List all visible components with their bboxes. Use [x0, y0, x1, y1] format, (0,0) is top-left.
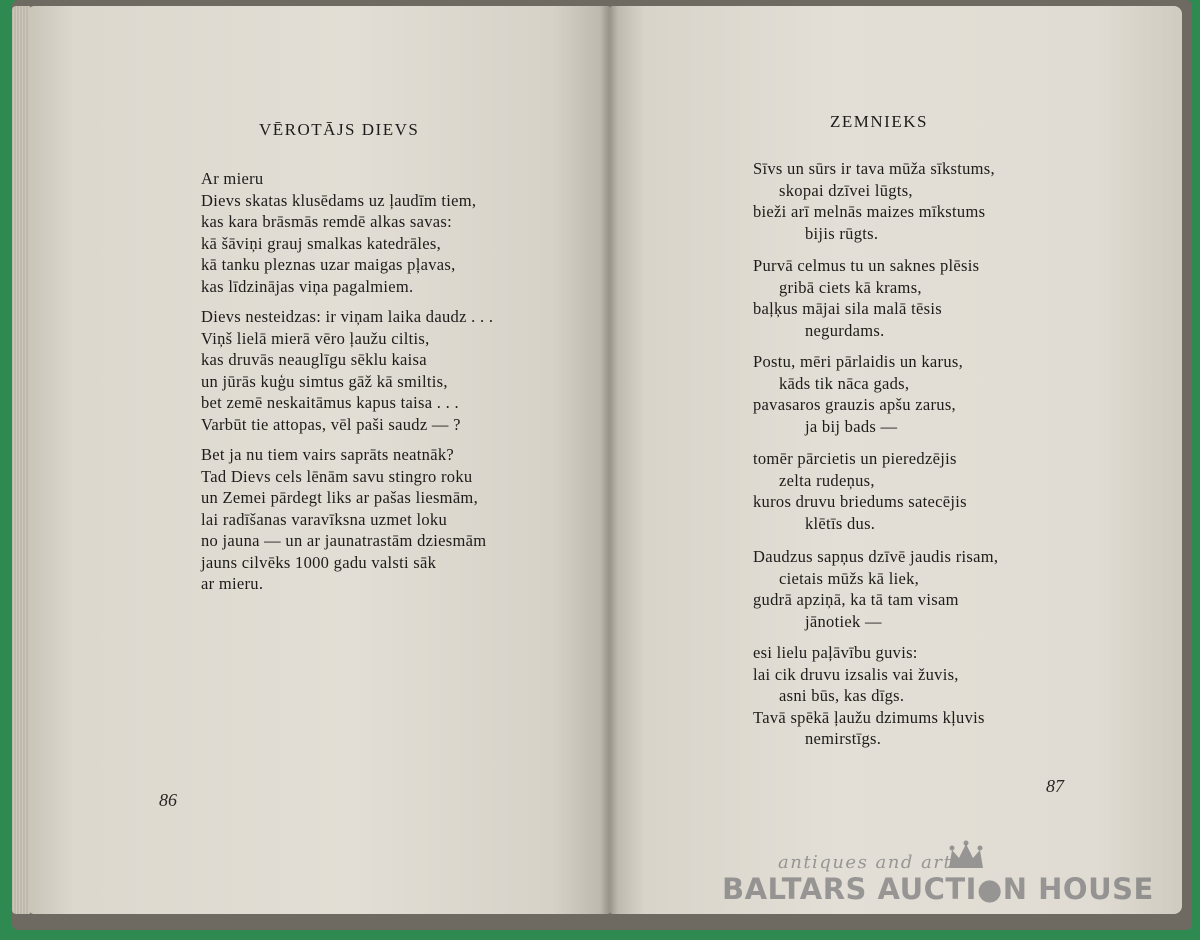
left-page-number: 86 — [159, 790, 177, 810]
right-stanza-6 — [753, 642, 985, 750]
poem-line: Tavā spēkā ļaužu dzimums kļuvis — [753, 707, 985, 727]
right-stanza-5 — [753, 546, 998, 632]
right-stanza-2 — [753, 255, 979, 341]
poem-line: baļķus mājai sila malā tēsis — [753, 299, 942, 318]
right-page-number: 87 — [1046, 776, 1064, 796]
poem-line: jauns cilvēks 1000 gadu valsti sāk — [201, 552, 437, 572]
book-gutter — [600, 6, 618, 914]
poem-line: kas kara brāsmās remdē alkas savas: — [201, 212, 453, 231]
poem-line: Dievs nesteidzas: ir viņam laika daudz . . . — [201, 307, 494, 326]
left-page — [28, 6, 610, 914]
poem-line: ja bij bads — — [805, 416, 898, 436]
poem-line: un jūrās kuģu simtus gāž kā smiltis, — [201, 371, 448, 391]
right-page — [610, 6, 1182, 914]
watermark-tagline: antiques and art — [778, 852, 953, 873]
poem-line: tomēr pārcietis un pieredzējis — [753, 449, 957, 468]
poem-line: Sīvs un sūrs ir tava mūža sīkstums, — [753, 159, 995, 178]
poem-line: cietais mūžs kā liek, — [779, 568, 920, 588]
poem-line: kā šāviņi grauj smalkas katedrāles, — [201, 233, 442, 253]
poem-line: ar mieru. — [201, 574, 264, 593]
poem-line: bet zemē neskaitāmus kapus taisa . . . — [201, 393, 459, 412]
left-stanza-3 — [201, 444, 486, 595]
poem-line: Ar mieru — [201, 169, 264, 188]
poem-line: Bet ja nu tiem vairs saprāts neatnāk? — [201, 445, 455, 464]
right-stanza-1 — [753, 158, 995, 244]
watermark-brand: BALTARS AUCTI●N HOUSE — [722, 872, 1154, 906]
poem-line: lai radīšanas varavīksna uzmet loku — [201, 509, 448, 529]
left-poem-title: VĒROTĀJS DIEVS — [259, 120, 420, 139]
left-stanza-2 — [201, 306, 493, 435]
right-stanza-3 — [753, 351, 963, 437]
poem-line: bijis rūgts. — [805, 223, 879, 243]
poem-line: Tad Dievs cels lēnām savu stingro roku — [201, 466, 473, 486]
poem-line: klētīs dus. — [805, 513, 876, 533]
poem-line: kā tanku pleznas uzar maigas pļavas, — [201, 255, 456, 274]
poem-line: kas līdzinājas viņa pagalmiem. — [201, 276, 414, 296]
right-stanza-4 — [753, 448, 967, 534]
poem-line: bieži arī melnās maizes mīkstums — [753, 202, 986, 221]
poem-line: asni būs, kas dīgs. — [779, 686, 905, 705]
poem-line: Daudzus sapņus dzīvē jaudis risam, — [753, 547, 999, 566]
poem-line: zelta rudeņus, — [779, 470, 875, 490]
right-poem-title: ZEMNIEKS — [830, 112, 928, 131]
poem-line: lai cik druvu izsalis vai žuvis, — [753, 664, 959, 684]
poem-line: Postu, mēri pārlaidis un karus, — [753, 352, 964, 371]
poem-line: Varbūt tie attopas, vēl paši saudz — ? — [201, 414, 461, 434]
poem-line: esi lielu paļāvību guvis: — [753, 643, 918, 662]
poem-line: kas druvās neauglīgu sēklu kaisa — [201, 350, 427, 369]
poem-line: Dievs skatas klusēdams uz ļaudīm tiem, — [201, 190, 477, 210]
poem-line: pavasaros grauzis apšu zarus, — [753, 395, 956, 414]
poem-line: no jauna — un ar jaunatrastām dziesmām — [201, 531, 487, 550]
poem-line: kuros druvu briedums satecējis — [753, 492, 967, 511]
poem-line: gribā ciets kā krams, — [779, 277, 922, 297]
poem-line: Purvā celmus tu un saknes plēsis — [753, 256, 980, 275]
poem-line: Viņš lielā mierā vēro ļaužu ciltis, — [201, 328, 430, 348]
poem-line: negurdams. — [805, 320, 885, 340]
poem-line: skopai dzīvei lūgts, — [779, 180, 913, 200]
poem-line: kāds tik nāca gads, — [779, 373, 910, 393]
poem-line: gudrā apziņā, ka tā tam visam — [753, 590, 959, 609]
poem-line: un Zemei pārdegt liks ar pašas liesmām, — [201, 488, 478, 507]
poem-line: nemirstīgs. — [805, 729, 882, 748]
left-stanza-1 — [201, 168, 476, 297]
poem-line: jānotiek — — [805, 611, 882, 631]
auction-house-watermark — [720, 840, 1154, 920]
